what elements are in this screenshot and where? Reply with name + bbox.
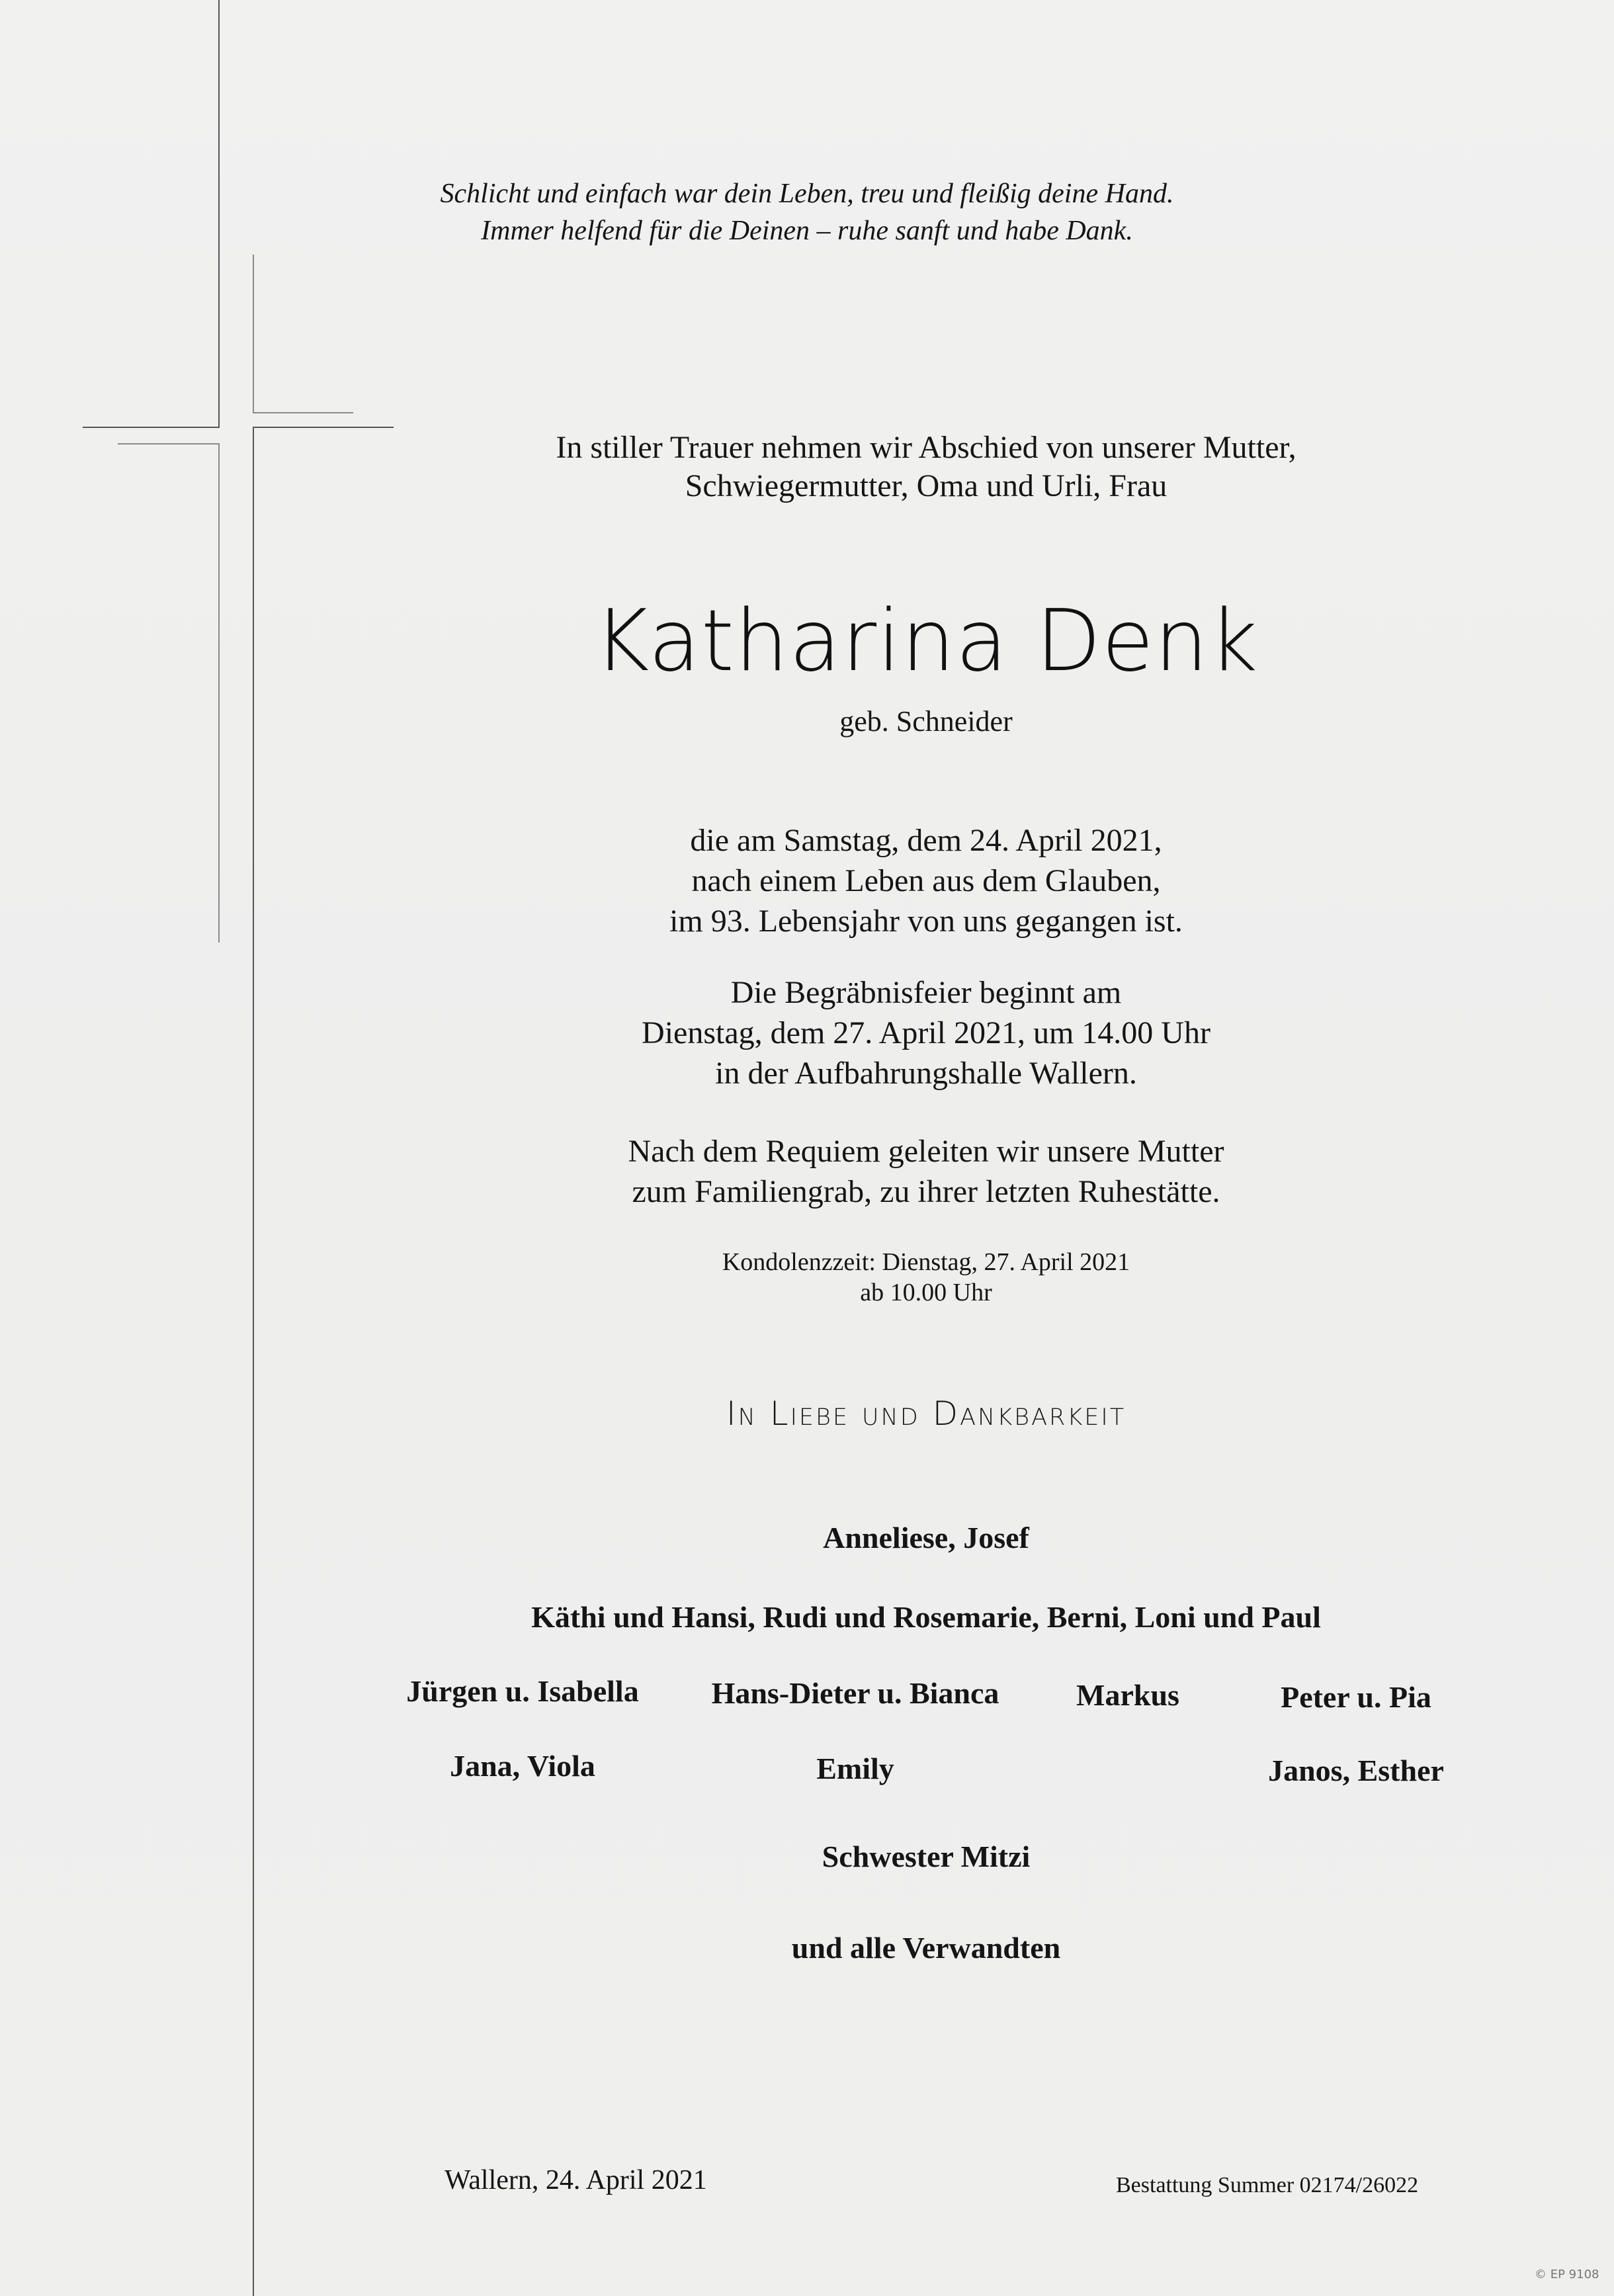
grandchild-3: Markus xyxy=(1076,1678,1179,1712)
cross-left-arm-top xyxy=(83,427,220,428)
motto-line-2: Immer helfend für die Deinen – ruhe sanft und habe Dank. xyxy=(481,216,1133,246)
funeral-line-3: in der Aufbahrungshalle Wallern. xyxy=(715,1056,1137,1091)
condolence-info xyxy=(661,1247,1191,1308)
requiem-line-1: Nach dem Requiem geleiten wir unsere Mutter xyxy=(628,1134,1224,1169)
grandchild-couple-1: Jürgen u. Isabella xyxy=(406,1674,639,1708)
great-grandchildren-1: Jana, Viola xyxy=(450,1749,595,1783)
print-code: © EP 9108 xyxy=(1535,2268,1599,2281)
death-notice xyxy=(529,820,1323,941)
great-grandchildren-3: Janos, Esther xyxy=(1268,1754,1444,1787)
condolence-line-1: Kondolenzzeit: Dienstag, 27. April 2021 xyxy=(722,1248,1130,1276)
cross-right-arm-bottom xyxy=(253,427,394,428)
grandchild-couple-4: Peter u. Pia xyxy=(1281,1680,1431,1714)
funeral-line-2: Dienstag, dem 27. April 2021, um 14.00 Uhr xyxy=(642,1015,1210,1050)
death-notice-line-2: nach einem Leben aus dem Glauben, xyxy=(691,863,1161,898)
cross-right-arm-top xyxy=(253,412,353,413)
funeral-line-1: Die Begräbnisfeier beginnt am xyxy=(730,975,1122,1010)
death-notice-line-1: die am Samstag, dem 24. April 2021, xyxy=(690,823,1162,858)
cross-lower-right-vertical xyxy=(253,427,254,2296)
undertaker-info: Bestattung Summer 02174/26022 xyxy=(1116,2173,1419,2197)
mourners-sister: Schwester Mitzi xyxy=(822,1840,1031,1873)
deceased-name: Katharina Denk xyxy=(593,592,1259,691)
mourners-relatives: und alle Verwandten xyxy=(791,1931,1061,1965)
requiem-line-2: zum Familiengrab, zu ihrer letzten Ruhestätte. xyxy=(632,1174,1220,1209)
requiem-info xyxy=(529,1131,1323,1212)
intro-text xyxy=(529,429,1323,505)
great-grandchildren-2: Emily xyxy=(816,1752,894,1785)
mourners-children-in-law: Käthi und Hansi, Rudi und Rosemarie, Berni, Loni und Paul xyxy=(531,1600,1321,1634)
cross-left-arm-bottom xyxy=(118,443,218,445)
intro-line-2: Schwiegermutter, Oma und Urli, Frau xyxy=(685,468,1168,503)
motto-line-1: Schlicht und einfach war dein Leben, treu und fleißig deine Hand. xyxy=(440,179,1174,209)
condolence-line-2: ab 10.00 Uhr xyxy=(860,1279,992,1306)
cross-upper-right-vertical xyxy=(253,255,254,413)
closing-heading: In Liebe und Dankbarkeit xyxy=(726,1394,1126,1433)
maiden-name: geb. Schneider xyxy=(839,705,1013,738)
death-notice-line-3: im 93. Lebensjahr von uns gegangen ist. xyxy=(669,904,1183,939)
place-and-date: Wallern, 24. April 2021 xyxy=(445,2165,707,2195)
grandchild-couple-2: Hans-Dieter u. Bianca xyxy=(711,1676,999,1710)
intro-line-1: In stiller Trauer nehmen wir Abschied von unserer Mutter, xyxy=(556,430,1296,465)
mourners-children: Anneliese, Josef xyxy=(823,1521,1029,1554)
cross-lower-left-vertical xyxy=(218,443,220,943)
funeral-info xyxy=(529,972,1323,1093)
motto xyxy=(106,175,1508,249)
